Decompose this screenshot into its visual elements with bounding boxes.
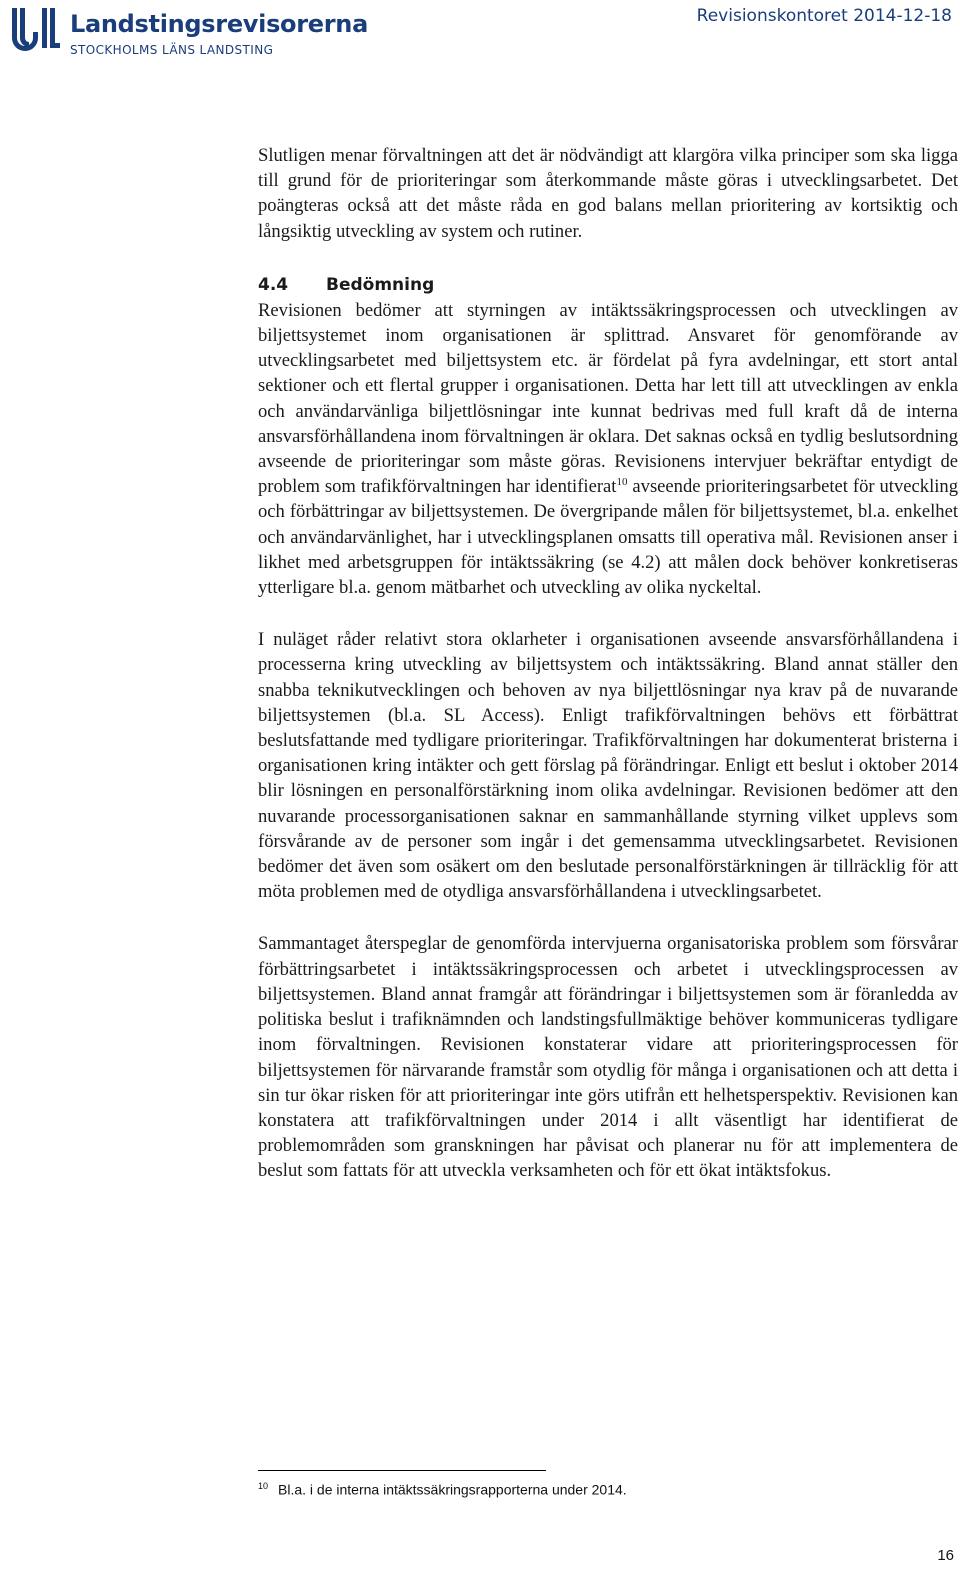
organization-name: Landstingsrevisorerna (70, 10, 368, 38)
paragraph-2-part-2: avseende prioriteringsarbetet för utveckling och förbättringar av biljettsystemen. De övergripande målen för biljettsystemet, bl.a. enkelhet och användarvänlighet, har i utvecklingsplanen omsatts till operativa mål. Revisionen anser i likhet med arbetsgruppen för intäktssäkring (se 4.2) att målen dock behöver konkretiseras ytterligare bl.a. genom mätbarhet och utveckling av olika nyckeltal. (258, 476, 958, 599)
paragraph-2 (258, 298, 958, 600)
section-heading (258, 273, 958, 297)
section-number: 4.4 (258, 274, 289, 295)
footnote-reference[interactable]: 10 (616, 476, 628, 489)
paragraph-4: Sammantaget återspeglar de genomförda intervjuerna organisatoriska problem som försvårar förbättringsarbetet i intäktssäkringsprocessen och arbetet i utvecklingsprocessen av biljettsystemen. Bland annat framgår att förändringar i biljettsystemen som är föranledda av politiska beslut i trafiknämnden och landstingsfullmäktige behöver kommuniceras tydligare inom förvaltningen. Revisionen konstaterar vidare att prioriteringsprocessen för biljettsystemen för närvarande framstår som otydlig för många i organisationen och att detta i sin tur ökar risken för att prioriteringar inte görs utifrån ett helhetsperspektiv. Revisionen kan konstatera att trafikförvaltningen under 2014 i allt väsentligt har identifierat de problemområden som granskningen har påvisat och planerar nu för att implementera de beslut som fattats för att utveckla verksamheten och för ett ökat intäktsfokus. (258, 933, 958, 1182)
header-office-date: Revisionskontoret 2014-12-18 (696, 6, 952, 26)
footnote-separator (258, 1470, 546, 1471)
footnote (258, 1481, 627, 1498)
page-header (0, 0, 960, 60)
organization-logo (6, 6, 368, 57)
paragraph-2-part-1: Revisionen bedömer att styrningen av intäktssäkringsprocessen och utvecklingen av biljettsystemet inom organisationen är splittrad. Ansvaret för genomförande av utvecklingsarbetet med biljettsystem etc. är fördelat på fyra avdelningar, ett stort antal sektioner och ett flertal grupper i organisationen. Detta har lett till att utvecklingen av enkla och användarvänliga biljettlösningar inte kunnat bedrivas med full kraft då de interna ansvarsförhållandena inom förvaltningen är oklara. Det saknas också en tydlig beslutsordning avseende de prioriteringar som måste göras. Revisionens intervjuer bekräftar entydigt de problem som trafikförvaltningen har identifierat (258, 299, 958, 498)
landstingsrevisorerna-logo-icon (6, 6, 62, 54)
document-body (258, 143, 958, 1184)
paragraph-1: Slutligen menar förvaltningen att det är nödvändigt att klargöra vilka principer som ska ligga till grund för de prioriteringar som återkommande måste göras i utvecklingsarbetet. Det poängteras också att det måste råda en god balans mellan prioritering av kortsiktig och långsiktig utveckling av system och rutiner. (258, 145, 958, 242)
footnote-number: 10 (258, 1481, 269, 1491)
page-number: 16 (937, 1547, 954, 1564)
organization-subtitle: STOCKHOLMS LÄNS LANDSTING (70, 43, 274, 57)
section-title: Bedömning (326, 274, 435, 295)
footnote-text: Bl.a. i de interna intäktssäkringsrapporterna under 2014. (278, 1481, 627, 1498)
paragraph-3: I nuläget råder relativt stora oklarheter i organisationen avseende ansvarsförhållandena i processerna kring utveckling av biljettsystem och intäktssäkring. Bland annat ställer den snabba teknikutvecklingen och behoven av nya biljettlösningar nya krav på de nuvarande biljettsystemen (bl.a. SL Access). Enligt trafikförvaltningen behövs ett förbättrat beslutsfattande med tydligare prioriteringar. Trafikförvaltningen har dokumenterat bristerna i organisationen kring intäkter och gett förslag på förändringar. Enligt ett beslut i oktober 2014 blir lösningen en personalförstärkning inom olika avdelningar. Revisionen bedömer att den nuvarande processorganisationen saknar en sammanhållande styrning vilket upplevs som försvårande av de personer som ingår i det gemensamma utvecklingsarbetet. Revisionen bedömer det även som osäkert om den beslutade personalförstärkningen är tillräcklig för att möta problemen med de otydliga ansvarsförhållandena i utvecklingsarbetet. (258, 629, 958, 903)
